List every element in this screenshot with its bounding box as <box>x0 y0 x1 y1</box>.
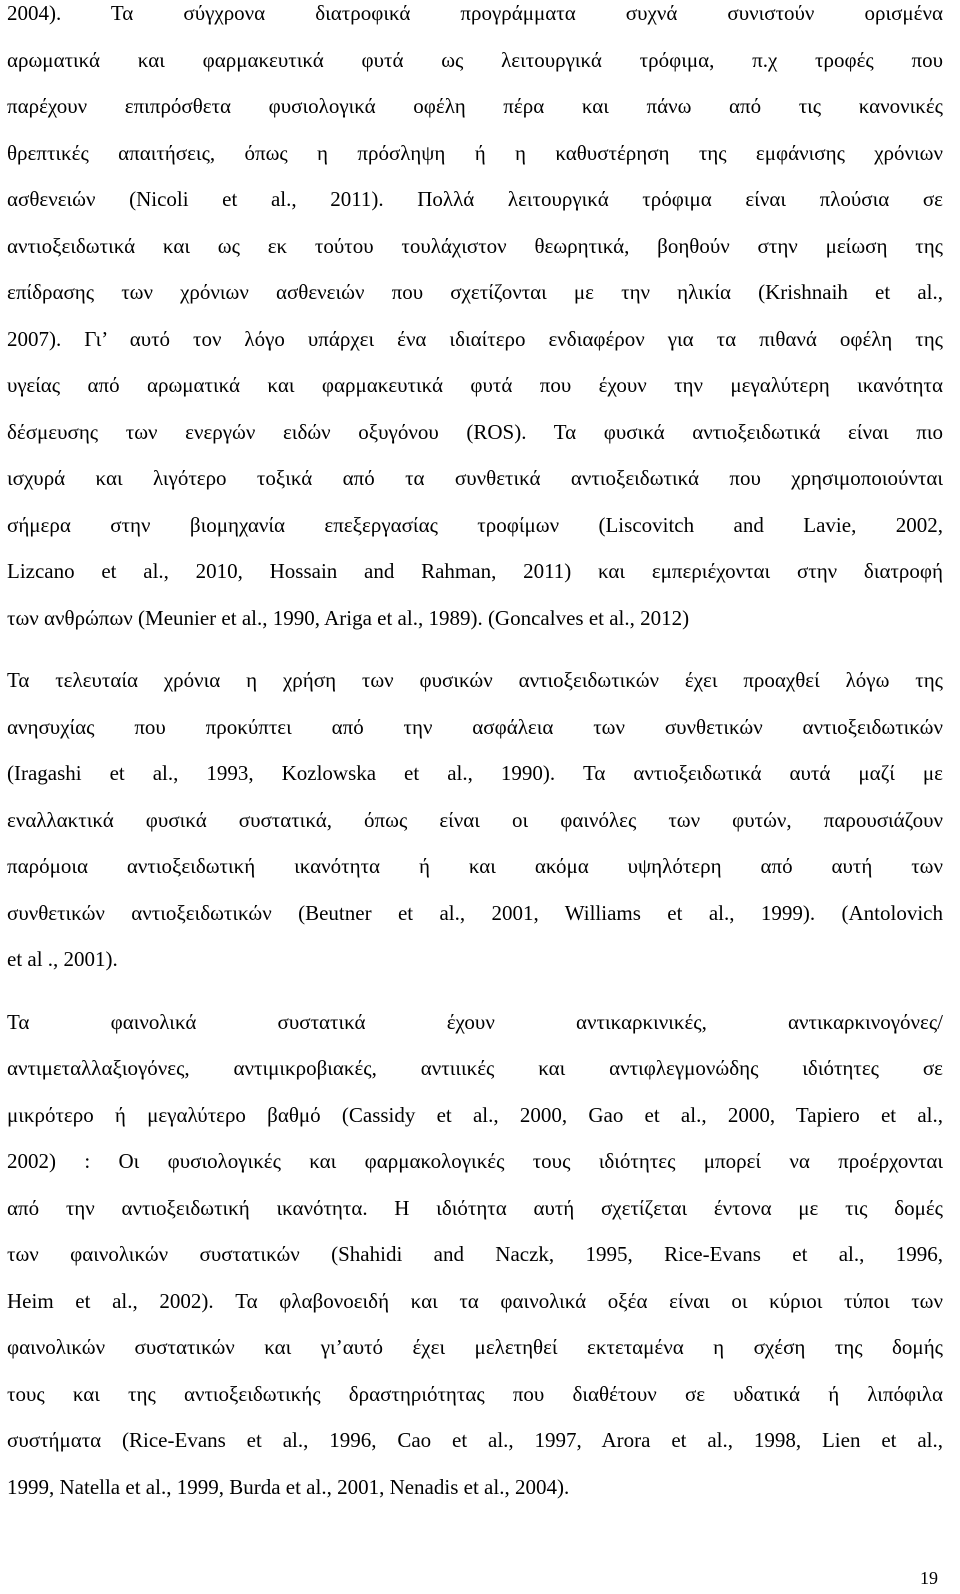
paragraph-line: μικρότερο ή μεγαλύτερο βαθμό (Cassidy et al., 2000, Gao et al., 2000, Tapiero et al., <box>7 1102 943 1127</box>
paragraph-line: εναλλακτικά φυσικά συστατικά, όπως είναι οι φαινόλες των φυτών, παρουσιάζουν <box>7 807 943 832</box>
paragraph-line: τους και της αντιοξειδωτικής δραστηριότητας που διαθέτουν σε υδατικά ή λιπόφιλα <box>7 1381 943 1406</box>
paragraph-line: (Iragashi et al., 1993, Kozlowska et al., 1990). Τα αντιοξειδωτικά αυτά μαζί με <box>7 761 943 785</box>
paragraph-line: ισχυρά και λιγότερο τοξικά από τα συνθετικά αντιοξειδωτικά που χρησιμοποιούνται <box>7 466 943 490</box>
paragraph-line: φαινολικών συστατικών και γι’αυτό έχει μελετηθεί εκτεταμένα η σχέση της δομής <box>7 1335 943 1359</box>
paragraph-spacer <box>7 641 943 657</box>
paragraph-line: 2002) : Οι φυσιολογικές και φαρμακολογικές τους ιδιότητες μπορεί να προέρχονται <box>7 1149 943 1173</box>
paragraph-line: et al ., 2001). <box>7 947 118 971</box>
paragraph-line: παρέχουν επιπρόσθετα φυσιολογικά οφέλη πέρα και πάνω από τις κανονικές <box>7 94 943 118</box>
paragraph-2 <box>7 657 943 983</box>
paragraph-line: συνθετικών αντιοξειδωτικών (Beutner et al., 2001, Williams et al., 1999). (Antolovich <box>7 900 943 925</box>
paragraph-line: Τα φαινολικά συστατικά έχουν αντικαρκινικές, αντικαρκινογόνες/ <box>7 1009 943 1034</box>
paragraph-3 <box>7 999 943 1511</box>
paragraph-line: των φαινολικών συστατικών (Shahidi and Naczk, 1995, Rice-Evans et al., 1996, <box>7 1242 943 1266</box>
paragraph-line: αντιμεταλλαξιογόνες, αντιμικροβιακές, αντιιικές και αντιφλεγμονώδης ιδιότητες σε <box>7 1056 943 1080</box>
paragraph-1 <box>7 0 943 641</box>
paragraph-line: δέσμευσης των ενεργών ειδών οξυγόνου (ROS). Τα φυσικά αντιοξειδωτικά είναι πιο <box>7 419 943 444</box>
paragraph-line: υγείας από αρωματικά και φαρμακευτικά φυτά που έχουν την μεγαλύτερη ικανότητα <box>7 373 943 397</box>
paragraph-line: επίδρασης των χρόνιων ασθενειών που σχετίζονται με την ηλικία (Krishnaih et al., <box>7 280 943 304</box>
paragraph-line: Lizcano et al., 2010, Hossain and Rahman, 2011) και εμπεριέχονται στην διατροφή <box>7 559 943 583</box>
paragraph-line: 2004). Τα σύγχρονα διατροφικά προγράμματα συχνά συνιστούν ορισμένα <box>7 1 943 25</box>
paragraph-spacer <box>7 983 943 999</box>
paragraph-line: από την αντιοξειδωτική ικανότητα. Η ιδιότητα αυτή σχετίζεται έντονα με τις δομές <box>7 1195 943 1220</box>
paragraph-line: ασθενειών (Nicoli et al., 2011). Πολλά λειτουργικά τρόφιμα είναι πλούσια σε <box>7 187 943 211</box>
paragraph-line: αντιοξειδωτικά και ως εκ τούτου τουλάχιστον θεωρητικά, βοηθούν στην μείωση της <box>7 233 943 258</box>
paragraph-line: ανησυχίας που προκύπτει από την ασφάλεια των συνθετικών αντιοξειδωτικών <box>7 714 943 739</box>
paragraph-line: Heim et al., 2002). Τα φλαβονοειδή και τα φαινολικά οξέα είναι οι κύριοι τύποι των <box>7 1288 943 1313</box>
paragraph-line: των ανθρώπων (Meunier et al., 1990, Ariga et al., 1989). (Goncalves et al., 2012) <box>7 605 690 630</box>
paragraph-line: Τα τελευταία χρόνια η χρήση των φυσικών αντιοξειδωτικών έχει προαχθεί λόγω της <box>7 668 943 692</box>
paragraph-line: αρωματικά και φαρμακευτικά φυτά ως λειτουργικά τρόφιμα, π.χ τροφές που <box>7 47 943 72</box>
paragraph-line: παρόμοια αντιοξειδωτική ικανότητα ή και ακόμα υψηλότερη από αυτή των <box>7 854 943 878</box>
paragraph-line: θρεπτικές απαιτήσεις, όπως η πρόσληψη ή η καθυστέρηση της εμφάνισης χρόνιων <box>7 140 943 165</box>
page-number: 19 <box>920 1568 938 1588</box>
paragraph-line: 2007). Γι’ αυτό τον λόγο υπάρχει ένα ιδιαίτερο ενδιαφέρον για τα πιθανά οφέλη της <box>7 326 943 351</box>
paragraph-line: συστήματα (Rice-Evans et al., 1996, Cao et al., 1997, Arora et al., 1998, Lien et al., <box>7 1428 943 1452</box>
paragraph-line: σήμερα στην βιομηχανία επεξεργασίας τροφίμων (Liscovitch and Lavie, 2002, <box>7 512 943 537</box>
document-page <box>7 0 943 1510</box>
paragraph-line: 1999, Natella et al., 1999, Burda et al., 2001, Nenadis et al., 2004). <box>7 1474 570 1499</box>
